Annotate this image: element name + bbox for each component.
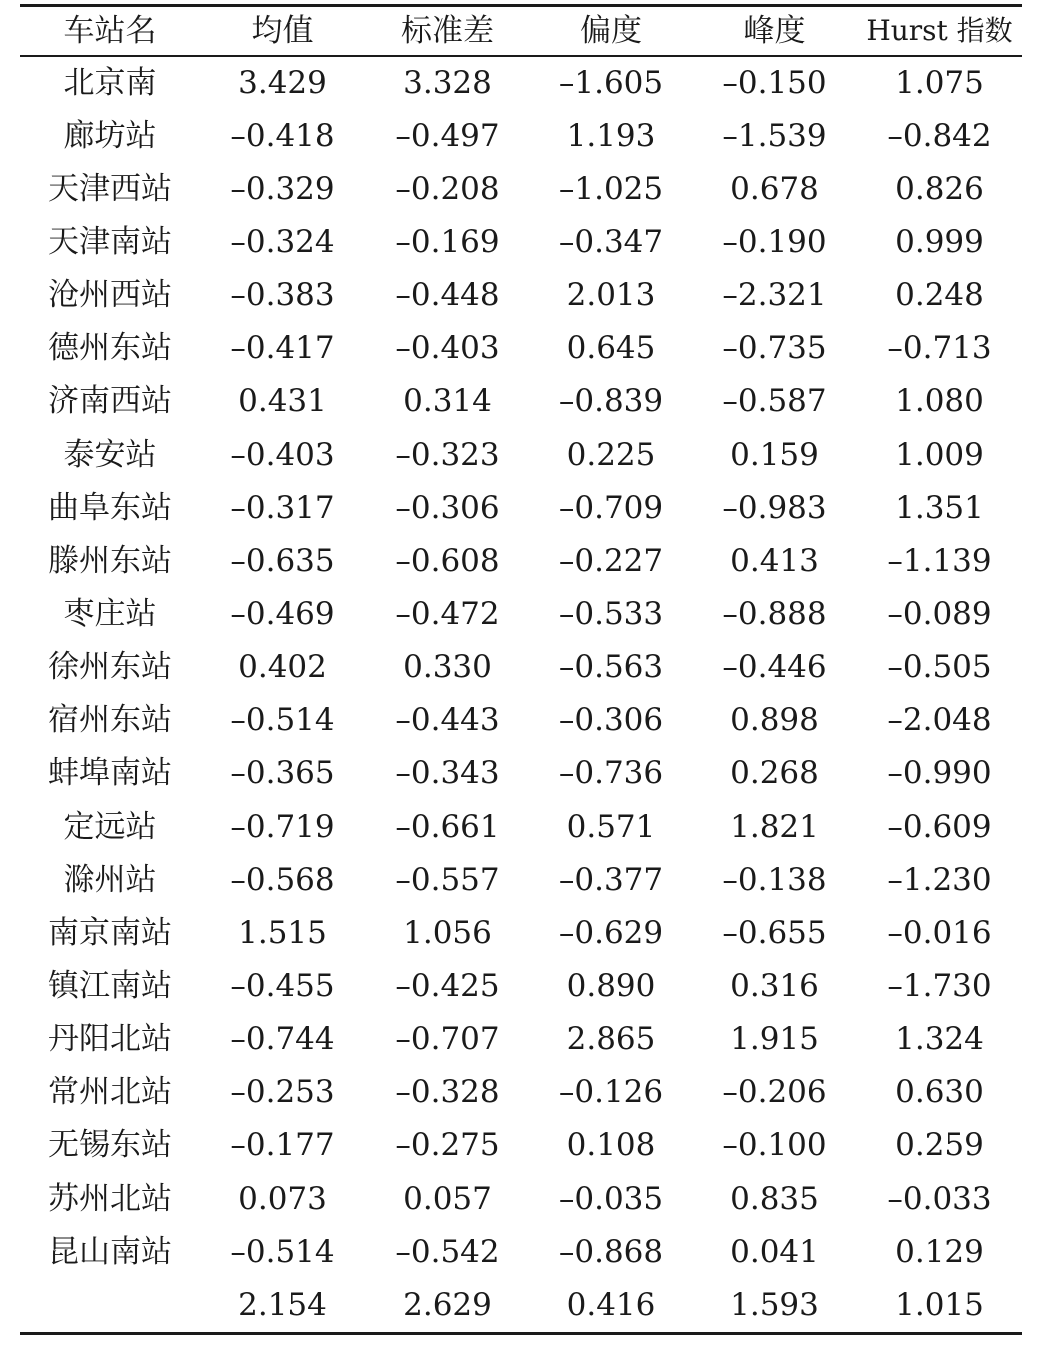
table-row (20, 1172, 1022, 1225)
header-skewness: 偏度 (580, 13, 642, 49)
hurst-index-cell: –0.713 (887, 330, 992, 367)
std-dev-cell: –0.403 (395, 330, 500, 367)
station-name-cell: 泰安站 (63, 436, 157, 473)
kurtosis-cell: 1.593 (730, 1286, 819, 1323)
hurst-index-cell: –0.033 (887, 1180, 992, 1217)
hurst-index-cell: –0.089 (887, 595, 992, 632)
kurtosis-cell: –0.735 (722, 330, 827, 367)
station-name-cell: 徐州东站 (48, 649, 172, 686)
hurst-index-cell: 0.826 (895, 170, 984, 207)
kurtosis-cell: –0.100 (722, 1127, 827, 1164)
kurtosis-cell: 0.316 (730, 967, 819, 1004)
table-row (20, 747, 1022, 800)
kurtosis-cell: –0.206 (722, 1074, 827, 1111)
mean-cell: 3.429 (238, 64, 327, 101)
std-dev-cell: –0.169 (395, 223, 500, 260)
table-row (20, 163, 1022, 216)
mean-cell: –0.417 (230, 330, 335, 367)
kurtosis-cell: –2.321 (722, 277, 827, 314)
mean-cell: 0.073 (238, 1180, 327, 1217)
station-name-cell: 丹阳北站 (48, 1021, 172, 1058)
skewness-cell: –0.563 (558, 649, 664, 686)
mean-cell: –0.455 (230, 967, 335, 1004)
mean-cell: –0.469 (230, 595, 335, 632)
mean-cell: –0.418 (230, 117, 335, 154)
hurst-index-cell: –0.609 (887, 808, 992, 845)
mean-cell: –0.514 (230, 1233, 335, 1270)
table-row (20, 1226, 1022, 1279)
std-dev-cell: 2.629 (403, 1286, 492, 1323)
header-row (20, 7, 1022, 55)
std-dev-cell: –0.208 (395, 170, 500, 207)
skewness-cell: 2.865 (566, 1021, 656, 1058)
std-dev-cell: 3.328 (403, 64, 492, 101)
skewness-cell: 0.890 (566, 967, 656, 1004)
hurst-index-cell: –0.016 (887, 914, 992, 951)
hurst-index-cell: 1.080 (895, 383, 984, 420)
mean-cell: –0.253 (230, 1074, 335, 1111)
hurst-index-cell: 1.351 (895, 489, 984, 526)
kurtosis-cell: 0.835 (730, 1180, 819, 1217)
mean-cell: –0.324 (230, 223, 335, 260)
std-dev-cell: –0.328 (395, 1074, 500, 1111)
table-row (20, 375, 1022, 428)
std-dev-cell: –0.448 (395, 277, 500, 314)
kurtosis-cell: 0.159 (730, 436, 819, 473)
skewness-cell: 2.013 (566, 277, 656, 314)
table-row (20, 216, 1022, 269)
std-dev-cell: 0.330 (403, 649, 492, 686)
kurtosis-cell: 0.268 (730, 755, 819, 792)
skewness-cell: –0.736 (558, 755, 664, 792)
table-row (20, 800, 1022, 853)
mean-cell: –0.317 (230, 489, 335, 526)
skewness-cell: –0.839 (558, 383, 664, 420)
hurst-index-cell: 0.248 (895, 277, 984, 314)
header-station-name: 车站名 (63, 13, 157, 49)
header-hurst-index: Hurst 指数 (866, 14, 1013, 47)
table-row (20, 854, 1022, 907)
std-dev-cell: –0.608 (395, 542, 500, 579)
kurtosis-cell: –0.446 (722, 649, 827, 686)
station-name-cell: 苏州北站 (48, 1180, 172, 1217)
mean-cell: 0.402 (238, 649, 327, 686)
std-dev-cell: –0.323 (395, 436, 500, 473)
kurtosis-cell: 1.821 (730, 808, 819, 845)
skewness-cell: 0.645 (566, 330, 656, 367)
std-dev-cell: –0.275 (395, 1127, 500, 1164)
table-row (20, 1013, 1022, 1066)
table-row (20, 535, 1022, 588)
kurtosis-cell: –0.587 (722, 383, 827, 420)
std-dev-cell: –0.306 (395, 489, 500, 526)
table-row (20, 960, 1022, 1013)
skewness-cell: –0.306 (558, 702, 664, 739)
station-name-cell: 滕州东站 (48, 542, 172, 579)
table-row (20, 694, 1022, 747)
hurst-index-cell: –1.730 (887, 967, 992, 1004)
station-name-cell: 沧州西站 (48, 277, 172, 314)
std-dev-cell: 1.056 (403, 914, 492, 951)
table-row (20, 482, 1022, 535)
station-name-cell: 天津南站 (48, 223, 172, 260)
table-row (20, 269, 1022, 322)
station-name-cell: 天津西站 (48, 170, 172, 207)
std-dev-cell: –0.497 (395, 117, 500, 154)
mean-cell: –0.329 (230, 170, 335, 207)
table-row (20, 57, 1022, 110)
skewness-cell: 1.193 (566, 117, 656, 154)
station-name-cell: 枣庄站 (63, 595, 157, 632)
skewness-cell: –0.377 (558, 861, 664, 898)
kurtosis-cell: –0.138 (722, 861, 827, 898)
std-dev-cell: –0.443 (395, 702, 500, 739)
hurst-index-cell: 0.259 (895, 1127, 984, 1164)
table-row (20, 588, 1022, 641)
hurst-index-cell: 0.630 (895, 1074, 984, 1111)
hurst-index-cell: –0.990 (887, 755, 992, 792)
skewness-cell: –1.025 (558, 170, 664, 207)
header-mean: 均值 (251, 13, 314, 49)
station-statistics-body-table (20, 57, 1022, 1332)
kurtosis-cell: –1.539 (722, 117, 827, 154)
table-row (20, 1119, 1022, 1172)
skewness-cell: –0.629 (558, 914, 664, 951)
table-row (20, 428, 1022, 481)
skewness-cell: 0.571 (566, 808, 656, 845)
header-std-dev: 标准差 (401, 13, 494, 49)
table-body (20, 57, 1022, 1332)
std-dev-cell: –0.343 (395, 755, 500, 792)
skewness-cell: –0.227 (558, 542, 664, 579)
mean-cell: –0.744 (230, 1021, 335, 1058)
kurtosis-cell: 0.413 (730, 542, 819, 579)
std-dev-cell: –0.542 (395, 1233, 500, 1270)
table-header (20, 7, 1022, 55)
skewness-cell: –0.035 (558, 1180, 664, 1217)
hurst-index-cell: –1.139 (887, 542, 992, 579)
station-name-cell: 曲阜东站 (48, 489, 172, 526)
table-row (20, 322, 1022, 375)
statistics-table-container (20, 4, 1022, 1335)
table-bottom-rule (20, 1332, 1022, 1335)
station-name-cell: 北京南 (63, 64, 157, 101)
table-row (20, 641, 1022, 694)
hurst-index-cell: –1.230 (887, 861, 992, 898)
mean-cell: 2.154 (238, 1286, 327, 1323)
kurtosis-cell: –0.888 (722, 595, 827, 632)
hurst-index-cell: 1.015 (895, 1286, 984, 1323)
std-dev-cell: –0.557 (395, 861, 500, 898)
table-row (20, 110, 1022, 163)
table-row (20, 1066, 1022, 1119)
table-row (20, 907, 1022, 960)
station-name-cell: 南京南站 (48, 914, 172, 951)
hurst-index-cell: 1.075 (895, 64, 984, 101)
mean-cell: –0.514 (230, 702, 335, 739)
hurst-index-cell: 0.129 (895, 1233, 984, 1270)
hurst-index-cell: –0.505 (887, 649, 992, 686)
skewness-cell: –0.126 (558, 1074, 664, 1111)
mean-cell: –0.635 (230, 542, 335, 579)
station-name-cell: 济南西站 (48, 383, 172, 420)
std-dev-cell: 0.057 (403, 1180, 492, 1217)
kurtosis-cell: –0.655 (722, 914, 827, 951)
mean-cell: –0.403 (230, 436, 335, 473)
skewness-cell: 0.416 (566, 1286, 656, 1323)
station-name-cell (20, 1279, 200, 1332)
kurtosis-cell: 1.915 (730, 1021, 819, 1058)
table-row (20, 1279, 1022, 1332)
station-name-cell: 镇江南站 (48, 967, 172, 1004)
std-dev-cell: –0.661 (395, 808, 500, 845)
mean-cell: 1.515 (238, 914, 327, 951)
station-statistics-table (20, 7, 1022, 55)
station-name-cell: 宿州东站 (48, 702, 172, 739)
hurst-index-cell: –0.842 (887, 117, 992, 154)
station-name-cell: 蚌埠南站 (48, 755, 172, 792)
skewness-cell: –0.868 (558, 1233, 664, 1270)
std-dev-cell: –0.425 (395, 967, 500, 1004)
station-name-cell: 德州东站 (48, 330, 172, 367)
station-name-cell: 无锡东站 (48, 1127, 172, 1164)
skewness-cell: –0.533 (558, 595, 664, 632)
std-dev-cell: –0.472 (395, 595, 500, 632)
station-name-cell: 滁州站 (63, 861, 157, 898)
station-name-cell: 定远站 (63, 808, 157, 845)
skewness-cell: 0.225 (566, 436, 656, 473)
mean-cell: –0.719 (230, 808, 335, 845)
mean-cell: –0.365 (230, 755, 335, 792)
kurtosis-cell: 0.678 (730, 170, 819, 207)
std-dev-cell: –0.707 (395, 1021, 500, 1058)
header-kurtosis: 峰度 (743, 13, 806, 49)
kurtosis-cell: –0.150 (722, 64, 827, 101)
station-name-cell: 常州北站 (48, 1074, 172, 1111)
kurtosis-cell: 0.041 (730, 1233, 819, 1270)
kurtosis-cell: –0.190 (722, 223, 827, 260)
skewness-cell: –0.347 (558, 223, 664, 260)
hurst-index-cell: 1.009 (895, 436, 984, 473)
mean-cell: –0.568 (230, 861, 335, 898)
station-name-cell: 廊坊站 (63, 117, 157, 154)
std-dev-cell: 0.314 (403, 383, 492, 420)
kurtosis-cell: –0.983 (722, 489, 827, 526)
skewness-cell: 0.108 (566, 1127, 656, 1164)
mean-cell: –0.383 (230, 277, 335, 314)
mean-cell: –0.177 (230, 1127, 335, 1164)
hurst-index-cell: 0.999 (895, 223, 984, 260)
kurtosis-cell: 0.898 (730, 702, 819, 739)
skewness-cell: –0.709 (558, 489, 664, 526)
skewness-cell: –1.605 (558, 64, 664, 101)
hurst-index-cell: 1.324 (895, 1021, 984, 1058)
mean-cell: 0.431 (238, 383, 327, 420)
hurst-index-cell: –2.048 (887, 702, 992, 739)
station-name-cell: 昆山南站 (48, 1233, 172, 1270)
